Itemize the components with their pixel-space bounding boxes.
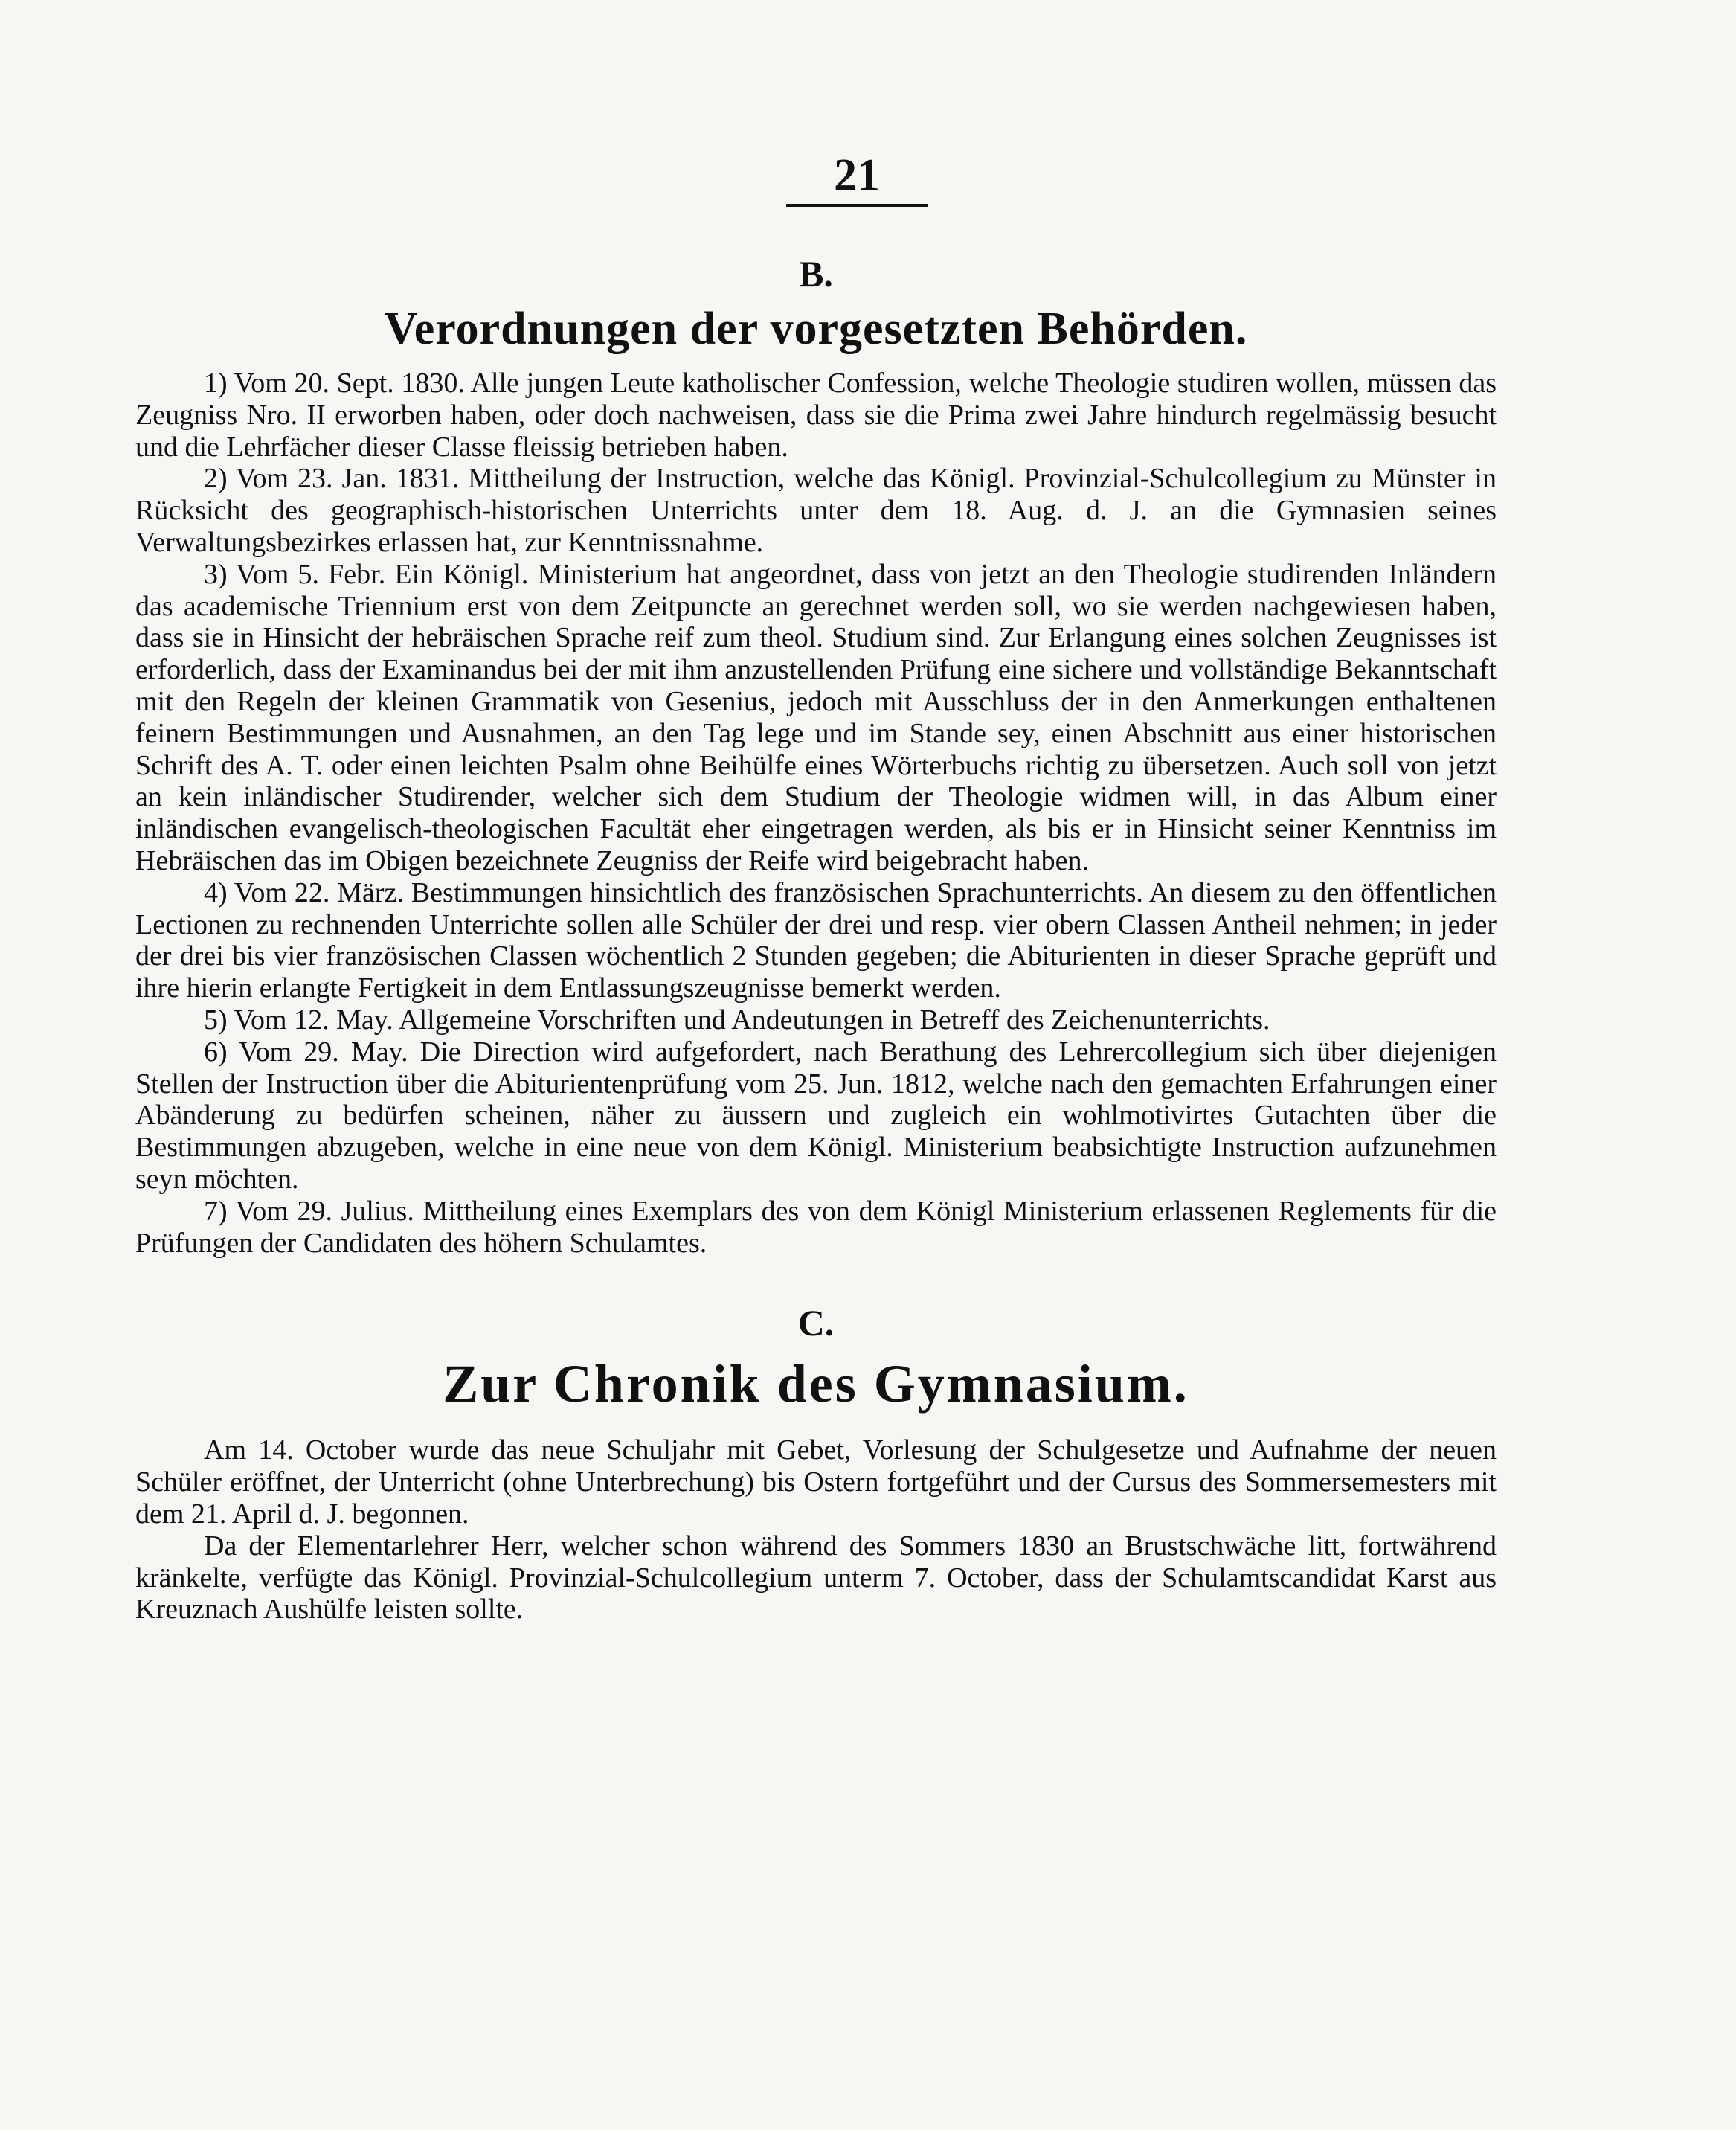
section-b-title: Verordnungen der vorgesetzten Behörden.	[384, 304, 1248, 354]
decree-item-1: 1) Vom 20. Sept. 1830. Alle jungen Leute katholischer Confession, welche Theologie studiren wollen, müssen das Zeugniss Nro. II erworben haben, oder doch nachweisen, dass sie die Prima zwei Jahre hindurch regelmässig besucht und die Lehrfächer dieser Classe fleissig betrieben haben.	[135, 368, 1497, 463]
section-b-letter: B.	[799, 253, 833, 295]
section-c-letter: C.	[797, 1302, 835, 1344]
page-content	[135, 149, 1497, 1626]
section-c-title: Zur Chronik des Gymnasium.	[443, 1354, 1189, 1414]
decree-item-2: 2) Vom 23. Jan. 1831. Mittheilung der Instruction, welche das Königl. Provinzial-Schulcollegium zu Münster in Rücksicht des geographisch-historischen Unterrichts unter dem 18. Aug. d. J. an die Gymnasien seines Verwaltungsbezirkes erlassen hat, zur Kenntnissnahme.	[135, 463, 1497, 558]
decree-item-6: 6) Vom 29. May. Die Direction wird aufgefordert, nach Berathung des Lehrercollegium sich über diejenigen Stellen der Instruction über die Abiturientenprüfung vom 25. Jun. 1812, welche nach den gemachten Erfahrungen einer Abänderung zu bedürfen scheinen, näher zu äussern und zugleich ein wohlmotivirtes Gutachten über die Bestimmungen abzugeben, welche in eine neue von dem Königl. Ministerium beabsichtigte Instruction aufzunehmen seyn möchten.	[135, 1036, 1497, 1195]
decree-item-7: 7) Vom 29. Julius. Mittheilung eines Exemplars des von dem Königl Ministerium erlassenen Reglements für die Prüfungen der Candidaten des höhern Schulamtes.	[135, 1195, 1497, 1259]
page-number: 21	[834, 150, 880, 201]
decree-item-4: 4) Vom 22. März. Bestimmungen hinsichtlich des französischen Sprachunterrichts. An diesem zu den öffentlichen Lectionen zu rechnenden Unterrichte sollen alle Schüler der drei und resp. vier obern Classen Antheil nehmen; in jeder der drei bis vier französischen Classen wöchentlich 2 Stunden gegeben; die Abiturienten in dieser Sprache geprüft und ihre hierin erlangte Fertigkeit in dem Entlassungszeugnisse bemerkt werden.	[135, 876, 1497, 1004]
chronicle-paragraph-2: Da der Elementarlehrer Herr, welcher schon während des Sommers 1830 an Brustschwäche litt, fortwährend kränkelte, verfügte das Königl. Provinzial-Schulcollegium unterm 7. October, dass der Schulamtscandidat Karst aus Kreuznach Aushülfe leisten sollte.	[135, 1530, 1497, 1626]
decree-item-3: 3) Vom 5. Febr. Ein Königl. Ministerium hat angeordnet, dass von jetzt an den Theologie studirenden Inländern das academische Triennium erst von dem Zeitpuncte an gerechnet werden soll, wo sie werden nachgewiesen haben, dass sie in Hinsicht der hebräischen Sprache reif zum theol. Studium sind. Zur Erlangung eines solchen Zeugnisses ist erforderlich, dass der Examinandus bei der mit ihm anzustellenden Prüfung eine sichere und vollständige Bekanntschaft mit den Regeln der kleinen Grammatik von Gesenius, jedoch mit Ausschluss der in den Anmerkungen enthaltenen feinern Bestimmungen und Ausnahmen, an den Tag lege und im Stande sey, einen Abschnitt aus einer historischen Schrift des A. T. oder einen leichten Psalm ohne Beihülfe eines Wörterbuchs richtig zu übersetzen. Auch soll von jetzt an kein inländischer Studirender, welcher sich dem Studium der Theologie widmen will, in das Album einer inländischen evangelisch-theologischen Facultät eher eingetragen werden, als bis er in Hinsicht seiner Kenntniss im Hebräischen das im Obigen bezeichnete Zeugniss der Reife wird beigebracht haben.	[135, 558, 1497, 876]
chronicle-paragraph-1: Am 14. October wurde das neue Schuljahr mit Gebet, Vorlesung der Schulgesetze und Aufnahme der neuen Schüler eröffnet, der Unterricht (ohne Unterbrechung) bis Ostern fortgeführt und der Cursus des Sommersemesters mit dem 21. April d. J. begonnen.	[135, 1434, 1497, 1530]
page-number-rule	[786, 204, 928, 207]
decree-item-5: 5) Vom 12. May. Allgemeine Vorschriften und Andeutungen in Betreff des Zeichenunterrichts.	[204, 1004, 1270, 1036]
